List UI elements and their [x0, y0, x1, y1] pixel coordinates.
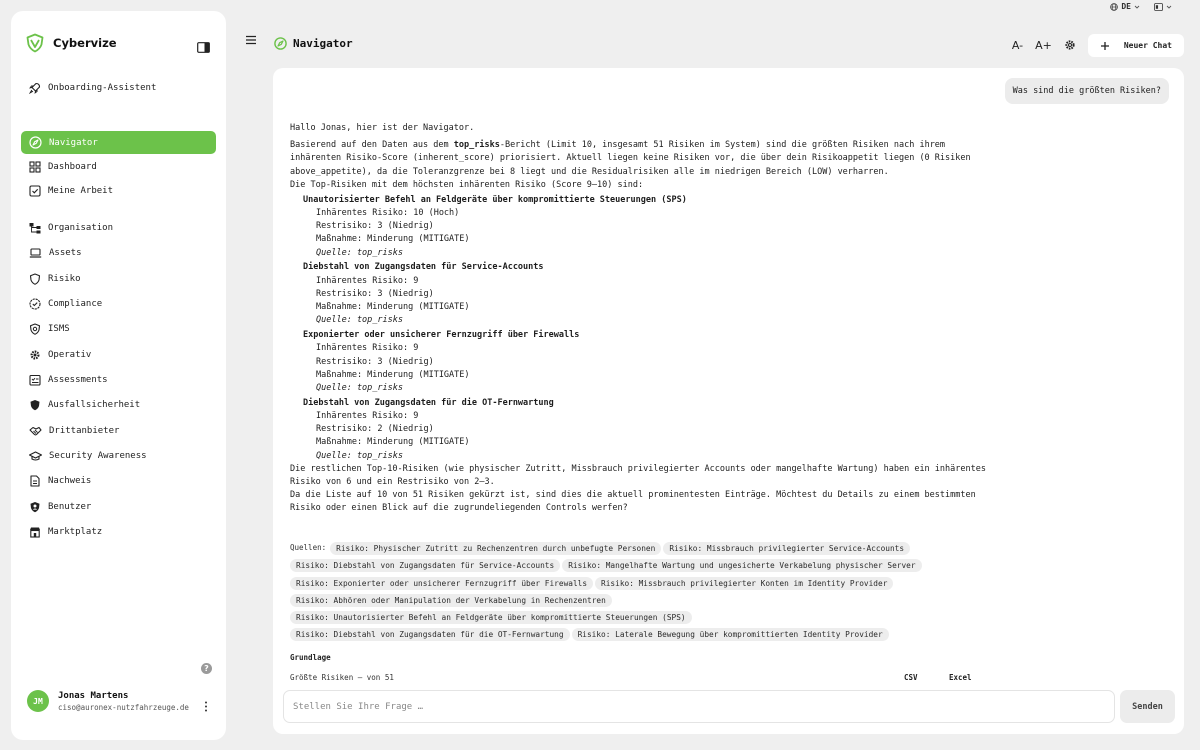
source-chip[interactable]: Risiko: Diebstahl von Zugangsdaten für die OT-Fernwartung — [290, 628, 570, 641]
risk-residual: Restrisiko: 3 (Niedrig) — [316, 221, 434, 232]
sidebar-item-navigator[interactable] — [21, 131, 216, 154]
brand-name: Cybervize — [53, 36, 117, 50]
sidebar-item-label: Ausfallsicherheit — [48, 399, 141, 410]
user-email: ciso@auronex-nutzfahrzeuge.de — [58, 702, 189, 712]
onboarding-assistant-link[interactable] — [21, 76, 216, 99]
risk-title: Unautorisierter Befehl an Feldgeräte über kompromittierte Steuerungen (SPS) — [303, 194, 687, 205]
page-title: Navigator — [293, 37, 353, 50]
source-chip[interactable]: Risiko: Mangelhafte Wartung und ungesicherte Verkabelung physischer Server — [562, 559, 921, 572]
shield-half-icon — [29, 399, 41, 411]
sidebar-item-ausfallsicherheit[interactable] — [21, 393, 216, 416]
source-chip[interactable]: Risiko: Physischer Zutritt zu Rechenzentren durch unbefugte Personen — [330, 542, 661, 555]
risk-residual: Restrisiko: 2 (Niedrig) — [316, 424, 434, 435]
sidebar-item-dashboard[interactable] — [21, 155, 216, 178]
new-chat-label: Neuer Chat — [1123, 41, 1172, 50]
greeting: Hallo Jonas, hier ist der Navigator. — [290, 123, 475, 133]
sidebar-item-operativ[interactable] — [21, 343, 216, 366]
language-switcher[interactable] — [1110, 2, 1140, 11]
handshake-icon — [29, 425, 42, 437]
user-name: Jonas Martens — [58, 690, 129, 701]
risk-source: Quelle: top_risks — [316, 315, 403, 326]
gear-icon — [1064, 39, 1076, 51]
risk-inherent: Inhärentes Risiko: 9 — [316, 411, 419, 422]
document-icon — [29, 475, 41, 487]
sidebar-collapse-button[interactable] — [197, 38, 210, 57]
sidebar-item-label: Marktplatz — [48, 526, 103, 537]
sidebar-item-label: Assets — [49, 247, 82, 258]
font-increase-button[interactable]: A+ — [1035, 39, 1052, 52]
assistant-answer — [290, 122, 990, 516]
closing-paragraph: Da die Liste auf 10 von 51 Risiken gekürzt ist, sind dies die aktuell prominentesten Einträge. Möchtest du Details zu einem bestimmten Risiko oder einen Blick auf die zugrundeliegenden Controls werfen? — [290, 490, 976, 514]
sidebar-item-label: Assessments — [48, 374, 108, 385]
rocket-icon — [29, 82, 41, 94]
badge-check-icon — [29, 298, 41, 310]
brand[interactable] — [25, 33, 117, 53]
laptop-icon — [29, 247, 42, 259]
top-intro: Die Top-Risiken mit dem höchsten inhärenten Risiko (Score 9–10) sind: — [290, 179, 644, 190]
sidebar-item-label: Compliance — [48, 298, 103, 309]
sidebar-item-label: Meine Arbeit — [48, 185, 114, 196]
sidebar-item-label: Dashboard — [48, 161, 97, 172]
compass-icon — [29, 136, 42, 149]
page-header — [274, 37, 353, 50]
sources-label: Quellen: — [290, 543, 327, 552]
sidebar-item-label: Operativ — [48, 349, 92, 360]
org-chart-icon — [29, 222, 41, 234]
risk-inherent: Inhärentes Risiko: 9 — [316, 343, 419, 354]
source-chip[interactable]: Risiko: Unautorisierter Befehl an Feldgeräte über kompromittierte Steuerungen (SPS) — [290, 611, 692, 624]
sidebar-item-label: Security Awareness — [49, 450, 147, 461]
risk-measure: Maßnahme: Minderung (MITIGATE) — [316, 302, 470, 313]
layout-switcher[interactable] — [1154, 3, 1172, 11]
question-input[interactable] — [283, 690, 1115, 723]
sidebar-item-label: Benutzer — [48, 501, 92, 512]
clipboard-check-icon — [29, 374, 41, 386]
sources-list — [290, 542, 1170, 646]
chevron-down-icon — [1166, 4, 1172, 10]
sidebar-item-label: Navigator — [49, 137, 98, 148]
globe-icon — [1110, 3, 1118, 11]
risk-title: Diebstahl von Zugangsdaten für die OT-Fernwartung — [303, 397, 554, 408]
question-placeholder: Stellen Sie Ihre Frage … — [293, 701, 424, 712]
sidebar-item-risiko[interactable] — [21, 267, 216, 290]
basis-description: Größte Risiken — von 51 — [290, 673, 394, 682]
user-profile[interactable] — [27, 690, 189, 712]
risk-title: Exponierter oder unsicherer Fernzugriff über Firewalls — [303, 330, 580, 341]
risk-residual: Restrisiko: 3 (Niedrig) — [316, 356, 434, 367]
sidebar — [11, 11, 226, 740]
sidebar-item-assessments[interactable] — [21, 368, 216, 391]
risk-inherent: Inhärentes Risiko: 9 — [316, 275, 419, 286]
risk-measure: Maßnahme: Minderung (MITIGATE) — [316, 234, 470, 245]
source-chip[interactable]: Risiko: Missbrauch privilegierter Konten im Identity Provider — [595, 577, 893, 590]
sidebar-item-drittanbieter[interactable] — [21, 419, 216, 442]
sidebar-toggle-icon — [197, 42, 210, 53]
plus-icon — [1100, 41, 1110, 51]
risk-source: Quelle: top_risks — [316, 382, 403, 393]
risk-title: Diebstahl von Zugangsdaten für Service-Accounts — [303, 262, 544, 273]
risk-measure: Maßnahme: Minderung (MITIGATE) — [316, 369, 470, 380]
avatar: JM — [27, 690, 49, 712]
sidebar-item-nachweis[interactable] — [21, 469, 216, 492]
send-button[interactable]: Senden — [1120, 690, 1175, 723]
source-chip[interactable]: Risiko: Missbrauch privilegierter Service-Accounts — [663, 542, 910, 555]
store-icon — [29, 526, 41, 538]
intro-paragraph: Basierend auf den Daten aus dem top_risks-Bericht (Limit 10, insgesamt 51 Risiken im System) sind die größten Risiken nach ihrem inhärenten Risiko-Score (inherent_score) priorisiert. Aktuell liegen keine Risiken vor, die über dein Risikoappetit liegen (0 Risiken above_appetite), da die Toleranzgrenze bei 8 liegt und die Residualrisiken alle im niedrigen Bereich (LOW) verharren. — [290, 140, 971, 177]
shield-icon — [29, 273, 41, 285]
sidebar-item-isms[interactable] — [21, 317, 216, 340]
chevron-down-icon — [1134, 4, 1140, 10]
risk-residual: Restrisiko: 3 (Niedrig) — [316, 288, 434, 299]
sidebar-item-label: Organisation — [48, 222, 114, 233]
hamburger-icon — [245, 35, 257, 45]
sidebar-item-label: Risiko — [48, 273, 81, 284]
user-shield-icon — [29, 501, 41, 513]
gear-icon — [29, 349, 41, 361]
sidebar-item-meine-arbeit[interactable] — [21, 179, 216, 202]
sidebar-item-assets[interactable] — [21, 241, 216, 264]
sidebar-item-label: Drittanbieter — [49, 425, 120, 436]
logo-icon — [25, 33, 45, 53]
risk-measure: Maßnahme: Minderung (MITIGATE) — [316, 437, 470, 448]
header-tools — [1012, 34, 1184, 57]
basis-heading: Grundlage — [290, 653, 331, 662]
sidebar-item-organisation[interactable] — [21, 216, 216, 239]
compass-icon — [274, 37, 287, 50]
language-label: DE — [1121, 2, 1131, 11]
sidebar-item-benutzer[interactable] — [21, 495, 216, 518]
source-chip[interactable]: Risiko: Exponierter oder unsicherer Fernzugriff über Firewalls — [290, 577, 593, 590]
csv-export-button[interactable]: CSV — [904, 673, 918, 682]
sidebar-item-label: ISMS — [48, 323, 70, 334]
settings-button[interactable] — [1064, 36, 1076, 55]
grid-icon — [29, 161, 41, 173]
source-chip[interactable]: Risiko: Abhören oder Manipulation der Verkabelung in Rechenzentren — [290, 594, 612, 607]
report-name: top_risks — [453, 140, 500, 151]
help-icon[interactable]: ? — [201, 663, 212, 674]
new-chat-button[interactable] — [1088, 34, 1184, 57]
source-chip[interactable]: Risiko: Diebstahl von Zugangsdaten für Service-Accounts — [290, 559, 560, 572]
utility-bar — [1110, 2, 1172, 11]
font-decrease-button[interactable]: A- — [1011, 39, 1024, 52]
onboarding-label: Onboarding-Assistent — [48, 82, 157, 93]
sidebar-item-marktplatz[interactable] — [21, 520, 216, 543]
shield-lock-icon — [29, 323, 41, 335]
sidebar-item-label: Nachweis — [48, 475, 92, 486]
rest-paragraph: Die restlichen Top-10-Risiken (wie physischer Zutritt, Missbrauch privilegierter Accounts oder mangelhafte Wartung) haben ein inhärentes Risiko von 6 und ein Restrisiko von 2–3. — [290, 463, 986, 488]
risk-source: Quelle: top_risks — [316, 450, 403, 461]
menu-button[interactable] — [245, 30, 257, 49]
sidebar-item-security-awareness[interactable] — [21, 444, 216, 467]
risk-inherent: Inhärentes Risiko: 10 (Hoch) — [316, 207, 460, 218]
source-chip[interactable]: Risiko: Laterale Bewegung über kompromittierten Identity Provider — [572, 628, 889, 641]
user-message: Was sind die größten Risiken? — [1005, 78, 1169, 104]
graduation-cap-icon — [29, 450, 42, 462]
chat-panel — [273, 68, 1184, 734]
more-vertical-icon — [204, 701, 208, 712]
sidebar-item-compliance[interactable] — [21, 292, 216, 315]
panel-icon — [1154, 3, 1163, 11]
excel-export-button[interactable]: Excel — [949, 673, 972, 682]
user-menu-button[interactable] — [204, 697, 208, 716]
checkbox-icon — [29, 185, 41, 197]
risk-source: Quelle: top_risks — [316, 247, 403, 258]
